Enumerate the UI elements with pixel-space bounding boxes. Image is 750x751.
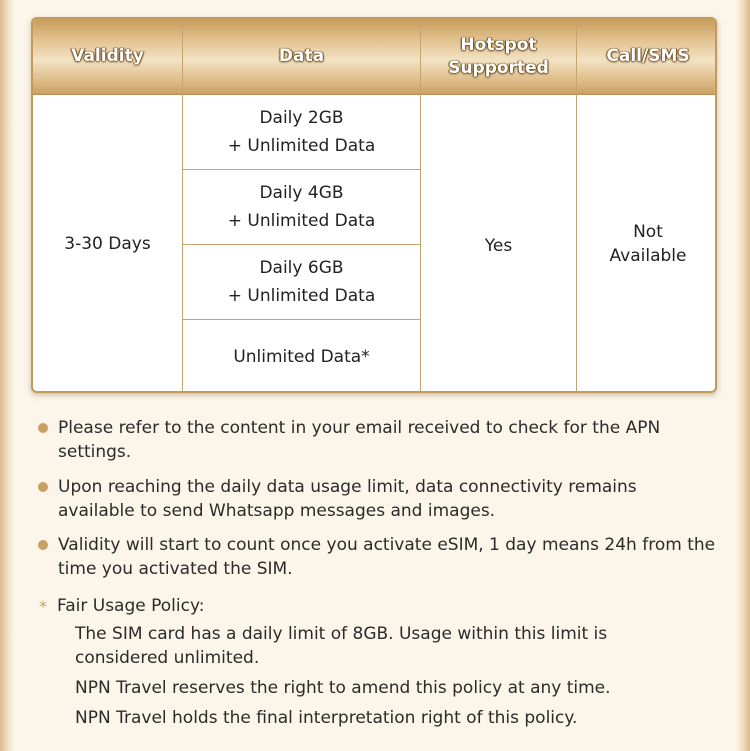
data-row (183, 320, 420, 393)
header-hotspot-line2: Supported (448, 57, 549, 78)
fair-usage-title: Fair Usage Policy: (57, 596, 205, 616)
data-row (183, 95, 420, 169)
header-hotspot-line1: Hotspot (460, 34, 537, 55)
header-data (183, 19, 420, 94)
call-sms-line1: Not (633, 222, 663, 242)
note-text: Validity will start to count once you activate eSIM, 1 day means 24h from the time you activated the SIM. (58, 535, 716, 579)
fair-usage-item: The SIM card has a daily limit of 8GB. Usage within this limit is considered unlimited. (75, 624, 608, 668)
hotspot-cell (421, 95, 576, 393)
data-row-line2: + Unlimited Data (227, 211, 376, 231)
data-row-line1: Unlimited Data* (233, 346, 370, 367)
bullet-dot-icon (38, 423, 48, 433)
data-row (183, 170, 420, 244)
note-text: Please refer to the content in your email received to check for the APN settings. (58, 418, 661, 462)
header-hotspot (421, 19, 576, 94)
header-call-sms-label: Call/SMS (606, 46, 690, 66)
header-call-sms (577, 19, 717, 94)
plan-table (31, 17, 717, 393)
data-row-line2: + Unlimited Data (227, 286, 376, 306)
header-validity-label: Validity (71, 46, 144, 66)
header-validity (33, 19, 182, 94)
bullet-dot-icon (38, 482, 48, 492)
bullet-dot-icon (38, 540, 48, 550)
validity-value: 3-30 Days (64, 234, 151, 254)
data-row-line1: Daily 4GB (259, 183, 344, 203)
validity-cell (33, 95, 182, 393)
data-row-line1: Daily 2GB (259, 108, 344, 128)
hotspot-value: Yes (484, 236, 513, 256)
fair-usage-item: NPN Travel reserves the right to amend this policy at any time. (75, 678, 611, 698)
note-text: Upon reaching the daily data usage limit, data connectivity remains available to send Whatsapp messages and images. (58, 477, 637, 521)
header-data-label: Data (278, 46, 325, 66)
fair-usage-item: NPN Travel holds the final interpretation right of this policy. (75, 708, 578, 728)
data-row-line1: Daily 6GB (259, 258, 344, 278)
call-sms-line2: Available (609, 246, 687, 266)
asterisk-icon: * (39, 597, 47, 616)
call-sms-cell (577, 95, 717, 393)
data-row-line2: + Unlimited Data (227, 136, 376, 156)
data-row (183, 245, 420, 319)
